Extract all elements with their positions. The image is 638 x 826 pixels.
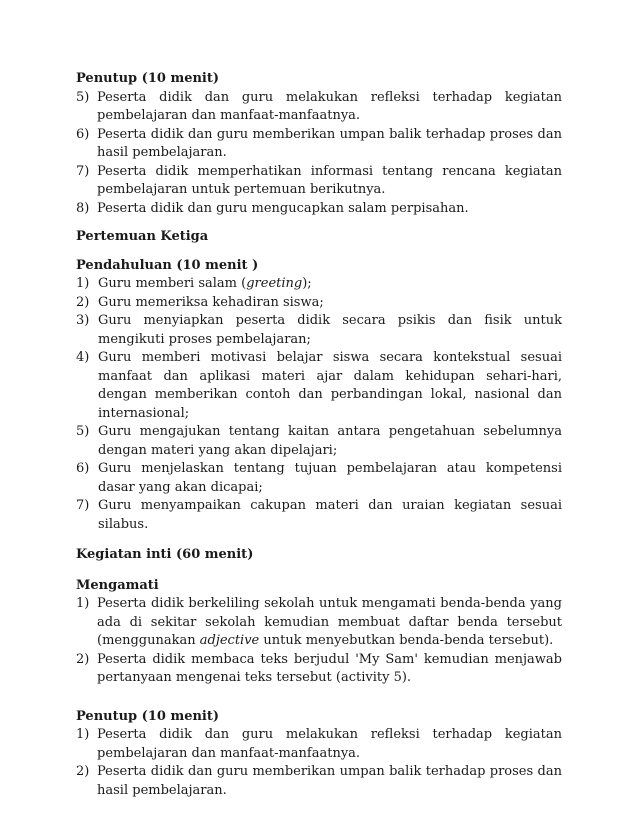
item-text: Peserta didik dan guru melakukan refleksi terhadap kegiatan pembelajaran dan manfaat-manfaatnya. xyxy=(97,89,562,123)
document-page xyxy=(76,70,562,800)
item-number: 5) xyxy=(76,89,90,105)
item-text: Guru menyiapkan peserta didik secara psikis dan fisik untuk mengikuti proses pembelajaran; xyxy=(98,313,562,347)
mengamati-heading: Mengamati xyxy=(76,577,159,593)
list-item xyxy=(76,294,562,313)
list-item xyxy=(76,726,562,763)
item-number: 5) xyxy=(76,424,90,439)
item-number: 4) xyxy=(76,350,90,365)
item-text: Peserta didik memperhatikan informasi tentang rencana kegiatan pembelajaran untuk pertemuan berikutnya. xyxy=(97,163,562,197)
item-text: Peserta didik dan guru memberikan umpan balik terhadap proses dan hasil pembelajaran. xyxy=(97,126,562,160)
item-text-before: Guru memberi salam ( xyxy=(98,276,247,291)
item-emphasis: greeting xyxy=(246,276,303,291)
list-item xyxy=(76,423,562,460)
kegiatan-inti-heading: Kegiatan inti (60 menit) xyxy=(76,547,254,562)
penutup-heading: Penutup (10 menit) xyxy=(76,71,220,86)
item-text: Guru menyampaikan cakupan materi dan uraian kegiatan sesuai silabus. xyxy=(98,498,562,532)
list-item xyxy=(76,595,562,651)
item-text: Peserta didik dan guru melakukan refleksi terhadap kegiatan pembelajaran dan manfaat-manfaatnya. xyxy=(97,727,562,761)
list-item xyxy=(76,651,562,688)
item-number: 7) xyxy=(76,498,90,513)
item-text: Guru menjelaskan tentang tujuan pembelajaran atau kompetensi dasar yang akan dicapai; xyxy=(98,461,562,495)
list-item xyxy=(76,200,562,219)
list-item xyxy=(76,89,562,126)
item-number: 2) xyxy=(76,651,90,667)
list-item xyxy=(76,126,562,163)
pertemuan-heading: Pertemuan Ketiga xyxy=(76,229,209,244)
item-number: 6) xyxy=(76,461,90,476)
item-text: Peserta didik membaca teks berjudul 'My Sam' kemudian menjawab pertanyaan mengenai teks tersebut (activity 5). xyxy=(97,651,562,685)
list-item xyxy=(76,763,562,800)
pendahuluan-heading: Pendahuluan (10 menit ) xyxy=(76,257,259,273)
item-text-after: untuk menyebutkan benda-benda tersebut). xyxy=(259,633,554,648)
list-item xyxy=(76,349,562,423)
item-text-after: ); xyxy=(302,276,312,291)
item-text: Guru mengajukan tentang kaitan antara pengetahuan sebelumnya dengan materi yang akan dipelajari; xyxy=(98,424,562,458)
penutup-list xyxy=(76,726,562,800)
penutup-heading: Penutup (10 menit) xyxy=(76,708,220,724)
list-item xyxy=(76,163,562,200)
item-number: 2) xyxy=(76,294,90,310)
item-number: 7) xyxy=(76,163,90,179)
item-text-before: Peserta didik berkeliling sekolah untuk mengamati benda-benda yang ada di sekitar sekolah kemudian membuat daftar benda tersebut (menggunakan xyxy=(97,596,562,648)
item-number: 2) xyxy=(76,764,90,779)
mengamati-list xyxy=(76,595,562,688)
penutup-list xyxy=(76,89,562,219)
item-number: 3) xyxy=(76,313,90,328)
item-number: 1) xyxy=(76,276,90,291)
item-text: Guru memberi motivasi belajar siswa secara kontekstual sesuai manfaat dan aplikasi materi ajar dalam kehidupan sehari-hari, dengan memberikan contoh dan perbandingan lokal, nasional dan internasional; xyxy=(98,350,562,421)
list-item xyxy=(76,497,562,534)
item-number: 1) xyxy=(76,727,90,742)
item-text: Guru memeriksa kehadiran siswa; xyxy=(98,294,324,310)
list-item xyxy=(76,275,562,294)
item-number: 8) xyxy=(76,200,90,216)
pendahuluan-list xyxy=(76,275,562,534)
item-text: Peserta didik dan guru memberikan umpan balik terhadap proses dan hasil pembelajaran. xyxy=(97,764,562,798)
list-item xyxy=(76,460,562,497)
item-text: Peserta didik dan guru mengucapkan salam perpisahan. xyxy=(97,200,469,216)
list-item xyxy=(76,312,562,349)
item-number: 1) xyxy=(76,596,90,611)
item-number: 6) xyxy=(76,126,90,142)
item-emphasis: adjective xyxy=(199,633,260,648)
